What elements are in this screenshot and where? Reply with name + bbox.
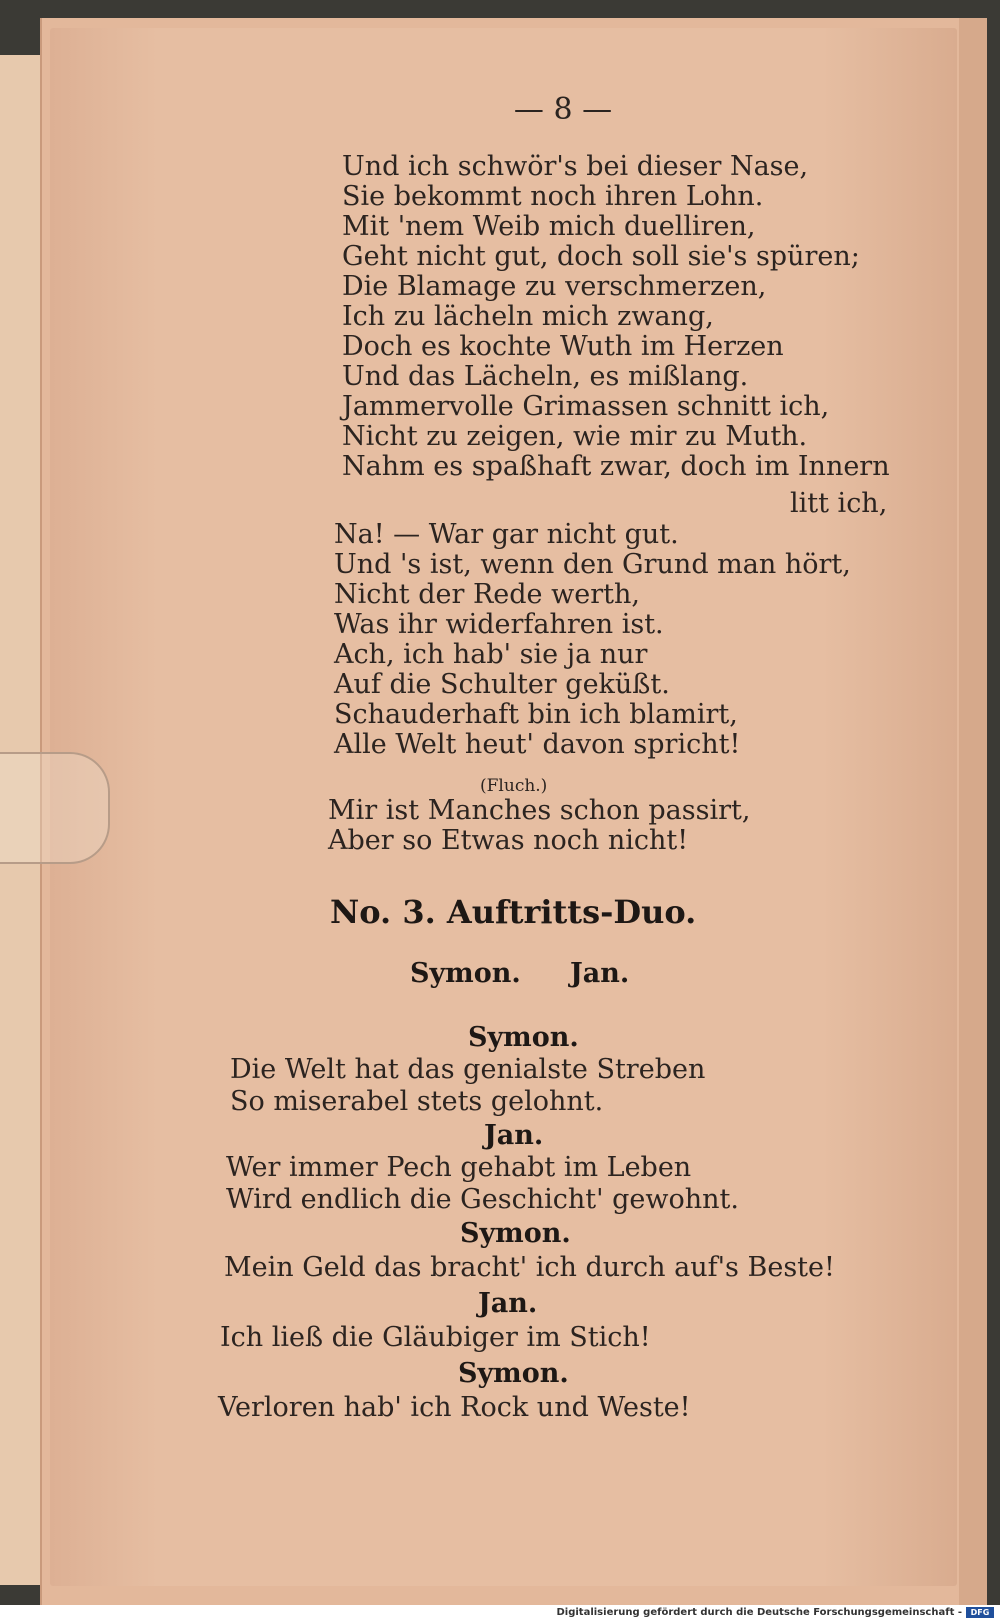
verse-line: Na! — War gar nicht gut. <box>334 519 679 550</box>
speaker-label: Symon. <box>460 1218 571 1249</box>
verse-line: Ich zu lächeln mich zwang, <box>342 301 714 332</box>
speaker-label: Symon. <box>468 1022 579 1053</box>
verse-line: Und ich schwör's bei dieser Nase, <box>342 151 809 182</box>
dfg-logo: DFG <box>966 1607 994 1618</box>
page-right-edge <box>959 18 987 1606</box>
funding-credit: Digitalisierung gefördert durch die Deutsche Forschungsgemeinschaft - <box>556 1607 962 1618</box>
dialogue-line: Ich ließ die Gläubiger im Stich! <box>220 1322 651 1353</box>
verse-line: Und das Lächeln, es mißlang. <box>342 361 749 392</box>
dialogue-line: Mein Geld das bracht' ich durch auf's Beste! <box>224 1252 835 1283</box>
verse-line: Jammervolle Grimassen schnitt ich, <box>342 391 830 422</box>
dialogue-line: So miserabel stets gelohnt. <box>230 1086 604 1117</box>
verse-line: Ach, ich hab' sie ja nur <box>334 639 648 670</box>
speaker-label: Jan. <box>484 1120 544 1151</box>
character-name: Symon. <box>410 958 521 989</box>
verse-line: Mit 'nem Weib mich duelliren, <box>342 211 756 242</box>
speaker-label: Jan. <box>478 1288 538 1319</box>
verse-line: Nicht der Rede werth, <box>334 579 640 610</box>
verse-line: Aber so Etwas noch nicht! <box>328 825 689 856</box>
section-heading: No. 3. Auftritts-Duo. <box>330 893 697 931</box>
verse-line: Und 's ist, wenn den Grund man hört, <box>334 549 851 580</box>
verse-line: Was ihr widerfahren ist. <box>334 609 664 640</box>
character-name: Jan. <box>570 958 630 989</box>
verse-block-3 <box>328 796 750 856</box>
dialogue-line: Wird endlich die Geschicht' gewohnt. <box>226 1184 739 1215</box>
verse-line: Nicht zu zeigen, wie mir zu Muth. <box>342 421 808 452</box>
verse-line: Geht nicht gut, doch soll sie's spüren; <box>342 241 860 272</box>
verse-line: Auf die Schulter geküßt. <box>334 669 670 700</box>
verse-line: Die Blamage zu verschmerzen, <box>342 271 767 302</box>
dialogue-line: Die Welt hat das genialste Streben <box>230 1054 706 1085</box>
verse-line: Alle Welt heut' davon spricht! <box>334 729 741 760</box>
footer-bar <box>0 1605 1000 1619</box>
page-number: — 8 — <box>513 92 613 127</box>
verse-continuation: litt ich, <box>790 488 888 519</box>
page-clip <box>0 752 110 864</box>
verse-line: Sie bekommt noch ihren Lohn. <box>342 181 764 212</box>
dialogue-line: Verloren hab' ich Rock und Weste! <box>218 1392 691 1423</box>
dialogue-line: Wer immer Pech gehabt im Leben <box>226 1152 692 1183</box>
verse-line: Doch es kochte Wuth im Herzen <box>342 331 784 362</box>
verse-line: Nahm es spaßhaft zwar, doch im Innern <box>342 451 890 482</box>
verse-block-1 <box>342 152 890 482</box>
stage-direction: (Fluch.) <box>480 776 548 796</box>
verse-line: Mir ist Manches schon passirt, <box>328 795 751 826</box>
verse-line: Schauderhaft bin ich blamirt, <box>334 699 738 730</box>
verse-block-2 <box>334 520 851 760</box>
speaker-label: Symon. <box>458 1358 569 1389</box>
